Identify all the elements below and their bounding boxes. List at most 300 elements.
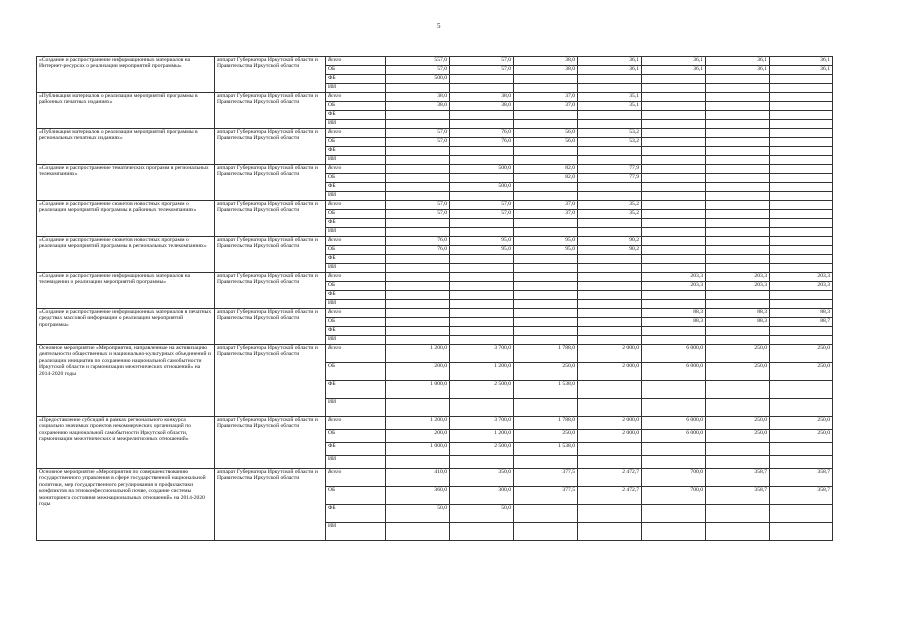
funding-source-fb: ФБ	[326, 327, 386, 336]
amount-cell	[386, 84, 450, 93]
executor: аппарат Губернатора Иркутской области и Правительства Иркутской области	[215, 273, 326, 309]
amount-cell: 2 472,7	[578, 469, 642, 487]
amount-cell	[514, 327, 578, 336]
amount-cell: 250,0	[514, 363, 578, 381]
amount-cell: 250,0	[770, 345, 833, 363]
amount-cell	[450, 75, 514, 84]
amount-cell	[642, 300, 706, 309]
amount-cell	[578, 523, 642, 541]
amount-cell	[578, 120, 642, 129]
amount-cell	[770, 84, 833, 93]
amount-cell	[770, 219, 833, 228]
page-number: 5	[437, 22, 441, 30]
amount-cell	[386, 192, 450, 201]
amount-cell: 37,0	[514, 93, 578, 102]
amount-cell: 1 200,0	[450, 363, 514, 381]
amount-cell: 250,0	[770, 417, 833, 430]
amount-cell: 2 472,7	[578, 487, 642, 505]
amount-cell: 57,0	[386, 138, 450, 147]
amount-cell: 250,0	[706, 417, 770, 430]
amount-cell	[642, 255, 706, 264]
amount-cell: 56,0	[514, 129, 578, 138]
amount-cell	[386, 300, 450, 309]
amount-cell	[578, 456, 642, 469]
amount-cell: 3 700,0	[450, 345, 514, 363]
amount-cell	[706, 192, 770, 201]
amount-cell	[450, 336, 514, 345]
amount-cell: 57,0	[450, 201, 514, 210]
amount-cell	[578, 327, 642, 336]
amount-cell	[514, 219, 578, 228]
funding-source-ii: ИИ	[326, 156, 386, 165]
amount-cell	[706, 523, 770, 541]
amount-cell	[450, 174, 514, 183]
amount-cell	[514, 399, 578, 417]
amount-cell	[706, 156, 770, 165]
amount-cell	[706, 183, 770, 192]
amount-cell	[514, 111, 578, 120]
executor: аппарат Губернатора Иркутской области и Правительства Иркутской области	[215, 309, 326, 345]
funding-source-ii: ИИ	[326, 264, 386, 273]
amount-cell	[450, 255, 514, 264]
amount-cell: 57,0	[450, 66, 514, 75]
funding-source-ii: ИИ	[326, 336, 386, 345]
amount-cell: 37,0	[514, 201, 578, 210]
amount-cell: 2 500,0	[450, 381, 514, 399]
amount-cell	[770, 138, 833, 147]
amount-cell	[514, 156, 578, 165]
amount-cell: 88,3	[706, 318, 770, 327]
amount-cell: 88,3	[770, 309, 833, 318]
amount-cell: 38,0	[514, 66, 578, 75]
amount-cell: 1 000,0	[386, 443, 450, 456]
amount-cell	[642, 505, 706, 523]
amount-cell: 95,0	[514, 246, 578, 255]
amount-cell	[642, 336, 706, 345]
amount-cell: 500,0	[386, 75, 450, 84]
amount-cell	[770, 75, 833, 84]
funding-source-total: Всего	[326, 345, 386, 363]
amount-cell	[642, 381, 706, 399]
amount-cell	[770, 246, 833, 255]
funding-source-fb: ФБ	[326, 291, 386, 300]
funding-source-ob: ОБ	[326, 430, 386, 443]
amount-cell: 36,1	[578, 66, 642, 75]
amount-cell	[770, 147, 833, 156]
amount-cell	[770, 93, 833, 102]
funding-source-ob: ОБ	[326, 210, 386, 219]
amount-cell	[450, 399, 514, 417]
amount-cell	[514, 273, 578, 282]
amount-cell	[642, 111, 706, 120]
amount-cell	[642, 192, 706, 201]
executor: аппарат Губернатора Иркутской области и Правительства Иркутской области	[215, 469, 326, 541]
amount-cell	[514, 291, 578, 300]
amount-cell: 95,0	[450, 246, 514, 255]
amount-cell: 36,1	[642, 66, 706, 75]
amount-cell	[642, 156, 706, 165]
amount-cell	[706, 228, 770, 237]
amount-cell: 203,3	[770, 273, 833, 282]
amount-cell	[642, 75, 706, 84]
amount-cell	[706, 336, 770, 345]
amount-cell: 77,9	[578, 165, 642, 174]
amount-cell: 53,2	[578, 138, 642, 147]
amount-cell: 358,7	[770, 487, 833, 505]
amount-cell	[770, 336, 833, 345]
amount-cell	[578, 318, 642, 327]
funding-source-ii: ИИ	[326, 456, 386, 469]
amount-cell	[770, 129, 833, 138]
amount-cell	[578, 147, 642, 156]
amount-cell	[706, 120, 770, 129]
amount-cell	[386, 147, 450, 156]
amount-cell	[770, 111, 833, 120]
amount-cell	[642, 201, 706, 210]
amount-cell	[386, 523, 450, 541]
amount-cell: 36,1	[706, 66, 770, 75]
amount-cell	[642, 246, 706, 255]
amount-cell	[770, 300, 833, 309]
executor: аппарат Губернатора Иркутской области и Правительства Иркутской области	[215, 165, 326, 201]
amount-cell	[642, 237, 706, 246]
amount-cell	[578, 282, 642, 291]
amount-cell: 203,3	[770, 282, 833, 291]
amount-cell: 2 000,0	[578, 345, 642, 363]
executor: аппарат Губернатора Иркутской области и Правительства Иркутской области	[215, 201, 326, 237]
amount-cell	[642, 219, 706, 228]
amount-cell	[514, 183, 578, 192]
amount-cell: 76,0	[450, 138, 514, 147]
amount-cell	[514, 336, 578, 345]
amount-cell	[706, 505, 770, 523]
executor: аппарат Губернатора Иркутской области и Правительства Иркутской области	[215, 237, 326, 273]
executor: аппарат Губернатора Иркутской области и Правительства Иркутской области	[215, 129, 326, 165]
amount-cell	[450, 282, 514, 291]
amount-cell	[450, 219, 514, 228]
amount-cell	[578, 219, 642, 228]
amount-cell: 35,1	[578, 102, 642, 111]
funding-source-ii: ИИ	[326, 192, 386, 201]
amount-cell	[450, 264, 514, 273]
amount-cell	[706, 327, 770, 336]
amount-cell: 700,0	[642, 487, 706, 505]
amount-cell: 203,3	[706, 273, 770, 282]
amount-cell	[578, 111, 642, 120]
amount-cell	[578, 399, 642, 417]
amount-cell: 76,0	[450, 129, 514, 138]
amount-cell: 1 538,0	[514, 381, 578, 399]
executor: аппарат Губернатора Иркутской области и Правительства Иркутской области	[215, 417, 326, 469]
amount-cell	[514, 300, 578, 309]
amount-cell	[450, 111, 514, 120]
amount-cell: 35,1	[578, 93, 642, 102]
amount-cell	[578, 183, 642, 192]
amount-cell	[578, 443, 642, 456]
amount-cell: 57,0	[386, 201, 450, 210]
funding-source-total: Всего	[326, 237, 386, 246]
amount-cell	[706, 399, 770, 417]
amount-cell	[706, 201, 770, 210]
amount-cell	[642, 399, 706, 417]
amount-cell	[706, 84, 770, 93]
amount-cell: 250,0	[706, 430, 770, 443]
amount-cell	[770, 192, 833, 201]
amount-cell	[706, 210, 770, 219]
amount-cell	[642, 102, 706, 111]
executor: аппарат Губернатора Иркутской области и Правительства Иркутской области	[215, 93, 326, 129]
executor: аппарат Губернатора Иркутской области и Правительства Иркутской области	[215, 345, 326, 417]
amount-cell	[642, 165, 706, 174]
amount-cell: 36,1	[578, 57, 642, 66]
amount-cell	[770, 102, 833, 111]
amount-cell	[706, 138, 770, 147]
amount-cell	[770, 505, 833, 523]
amount-cell	[642, 138, 706, 147]
amount-cell	[770, 174, 833, 183]
amount-cell	[706, 237, 770, 246]
amount-cell	[770, 120, 833, 129]
amount-cell: 76,0	[386, 246, 450, 255]
amount-cell: 500,0	[450, 165, 514, 174]
amount-cell	[706, 129, 770, 138]
budget-table	[36, 56, 833, 541]
amount-cell: 377,5	[514, 469, 578, 487]
amount-cell	[578, 381, 642, 399]
amount-cell	[706, 111, 770, 120]
amount-cell	[386, 120, 450, 129]
amount-cell: 88,3	[706, 309, 770, 318]
amount-cell	[450, 327, 514, 336]
funding-source-fb: ФБ	[326, 255, 386, 264]
funding-source-ob: ОБ	[326, 282, 386, 291]
amount-cell: 88,3	[642, 318, 706, 327]
amount-cell	[706, 291, 770, 300]
amount-cell: 36,1	[770, 66, 833, 75]
table-row	[37, 417, 833, 430]
amount-cell	[514, 309, 578, 318]
amount-cell	[386, 336, 450, 345]
funding-source-ii: ИИ	[326, 523, 386, 541]
amount-cell: 90,2	[578, 237, 642, 246]
amount-cell: 6 000,0	[642, 345, 706, 363]
funding-source-fb: ФБ	[326, 183, 386, 192]
amount-cell	[386, 399, 450, 417]
amount-cell: 2 000,0	[578, 417, 642, 430]
funding-source-total: Всего	[326, 273, 386, 282]
amount-cell	[386, 318, 450, 327]
amount-cell	[450, 147, 514, 156]
amount-cell: 250,0	[770, 363, 833, 381]
amount-cell	[386, 255, 450, 264]
amount-cell: 1 788,0	[514, 417, 578, 430]
amount-cell	[578, 336, 642, 345]
amount-cell: 56,0	[514, 138, 578, 147]
amount-cell	[514, 456, 578, 469]
amount-cell: 36,1	[706, 57, 770, 66]
amount-cell	[578, 84, 642, 93]
amount-cell	[578, 156, 642, 165]
amount-cell	[386, 228, 450, 237]
amount-cell	[770, 201, 833, 210]
table-row	[37, 237, 833, 246]
amount-cell	[706, 165, 770, 174]
amount-cell: 6 000,0	[642, 430, 706, 443]
amount-cell	[642, 228, 706, 237]
amount-cell	[514, 264, 578, 273]
amount-cell: 200,0	[386, 430, 450, 443]
amount-cell: 1 200,0	[386, 345, 450, 363]
activity-name: «Создание и распространение информационных материалов на телевидении о реализации мероприятий программы»	[37, 273, 215, 309]
amount-cell: 2 000,0	[578, 363, 642, 381]
funding-source-ob: ОБ	[326, 138, 386, 147]
amount-cell: 200,0	[386, 363, 450, 381]
amount-cell	[578, 300, 642, 309]
activity-name: «Создание и распространение сюжетов новостных программ о реализации мероприятий программы в региональных телекомпаниях»	[37, 237, 215, 273]
amount-cell: 82,0	[514, 174, 578, 183]
activity-name: «Предоставление субсидий в рамках регионального конкурса социально значимых проектов некоммерческих организаций по сохранению национальной самобытности Иркутской области, гармонизации межэтнических и межрелигиозных отношений»	[37, 417, 215, 469]
activity-name: «Создание и распространение информационных материалов в печатных средствах массовой информации о реализации мероприятий программы»	[37, 309, 215, 345]
amount-cell: 57,0	[386, 66, 450, 75]
amount-cell	[514, 84, 578, 93]
amount-cell	[450, 228, 514, 237]
amount-cell	[450, 291, 514, 300]
amount-cell	[706, 102, 770, 111]
amount-cell: 38,0	[386, 93, 450, 102]
amount-cell	[642, 120, 706, 129]
amount-cell: 37,0	[514, 102, 578, 111]
funding-source-ob: ОБ	[326, 363, 386, 381]
amount-cell: 95,0	[514, 237, 578, 246]
table-row	[37, 129, 833, 138]
amount-cell: 57,0	[450, 210, 514, 219]
amount-cell: 6 000,0	[642, 417, 706, 430]
amount-cell: 203,3	[706, 282, 770, 291]
amount-cell	[386, 156, 450, 165]
amount-cell	[514, 147, 578, 156]
funding-source-total: Всего	[326, 469, 386, 487]
amount-cell: 1 200,0	[386, 417, 450, 430]
amount-cell: 82,0	[514, 165, 578, 174]
funding-source-fb: ФБ	[326, 147, 386, 156]
amount-cell	[450, 120, 514, 129]
amount-cell	[642, 147, 706, 156]
funding-source-fb: ФБ	[326, 111, 386, 120]
activity-name: «Создание и распространение тематических программ в региональных телекомпаниях»	[37, 165, 215, 201]
amount-cell: 50,0	[450, 505, 514, 523]
amount-cell	[450, 84, 514, 93]
funding-source-total: Всего	[326, 57, 386, 66]
amount-cell	[706, 456, 770, 469]
amount-cell	[770, 183, 833, 192]
amount-cell	[642, 327, 706, 336]
amount-cell	[386, 327, 450, 336]
amount-cell: 1 200,0	[450, 430, 514, 443]
amount-cell: 2 000,0	[578, 430, 642, 443]
amount-cell	[706, 255, 770, 264]
amount-cell	[642, 264, 706, 273]
amount-cell	[386, 273, 450, 282]
amount-cell	[770, 228, 833, 237]
amount-cell: 37,0	[514, 210, 578, 219]
funding-source-ob: ОБ	[326, 174, 386, 183]
funding-source-fb: ФБ	[326, 505, 386, 523]
amount-cell	[770, 237, 833, 246]
amount-cell: 57,0	[450, 57, 514, 66]
amount-cell	[642, 456, 706, 469]
table-row	[37, 201, 833, 210]
funding-source-total: Всего	[326, 417, 386, 430]
amount-cell	[386, 282, 450, 291]
funding-source-total: Всего	[326, 165, 386, 174]
amount-cell	[706, 300, 770, 309]
amount-cell	[386, 165, 450, 174]
funding-source-ob: ОБ	[326, 487, 386, 505]
funding-source-total: Всего	[326, 201, 386, 210]
amount-cell: 358,7	[770, 469, 833, 487]
amount-cell: 50,0	[386, 505, 450, 523]
amount-cell: 250,0	[706, 345, 770, 363]
amount-cell: 350,0	[450, 469, 514, 487]
amount-cell: 38,0	[450, 93, 514, 102]
amount-cell	[770, 264, 833, 273]
table-row	[37, 309, 833, 318]
amount-cell: 36,1	[642, 57, 706, 66]
amount-cell: 90,2	[578, 246, 642, 255]
table-row	[37, 93, 833, 102]
amount-cell	[706, 246, 770, 255]
funding-source-ob: ОБ	[326, 102, 386, 111]
amount-cell	[386, 291, 450, 300]
amount-cell	[642, 183, 706, 192]
amount-cell: 95,0	[450, 237, 514, 246]
activity-name: «Публикация материалов о реализации мероприятий программы в региональных печатных изданиях»	[37, 129, 215, 165]
amount-cell: 203,3	[642, 282, 706, 291]
amount-cell	[514, 318, 578, 327]
amount-cell: 38,0	[450, 102, 514, 111]
amount-cell: 38,0	[514, 57, 578, 66]
amount-cell	[706, 93, 770, 102]
amount-cell: 88,3	[642, 309, 706, 318]
amount-cell: 88,7	[770, 318, 833, 327]
amount-cell	[706, 381, 770, 399]
table-row	[37, 57, 833, 66]
funding-source-ii: ИИ	[326, 399, 386, 417]
amount-cell	[642, 443, 706, 456]
amount-cell	[770, 156, 833, 165]
amount-cell	[514, 75, 578, 84]
funding-source-fb: ФБ	[326, 443, 386, 456]
amount-cell	[514, 120, 578, 129]
amount-cell: 250,0	[706, 363, 770, 381]
amount-cell	[706, 75, 770, 84]
amount-cell: 57,0	[386, 210, 450, 219]
amount-cell: 76,0	[386, 237, 450, 246]
amount-cell	[450, 192, 514, 201]
amount-cell	[706, 174, 770, 183]
amount-cell	[578, 264, 642, 273]
amount-cell	[450, 523, 514, 541]
amount-cell	[450, 318, 514, 327]
amount-cell	[642, 93, 706, 102]
amount-cell	[578, 192, 642, 201]
amount-cell	[514, 228, 578, 237]
amount-cell	[450, 309, 514, 318]
funding-source-ii: ИИ	[326, 84, 386, 93]
amount-cell: 700,0	[642, 469, 706, 487]
amount-cell: 6 000,0	[642, 363, 706, 381]
amount-cell: 3 700,0	[450, 417, 514, 430]
